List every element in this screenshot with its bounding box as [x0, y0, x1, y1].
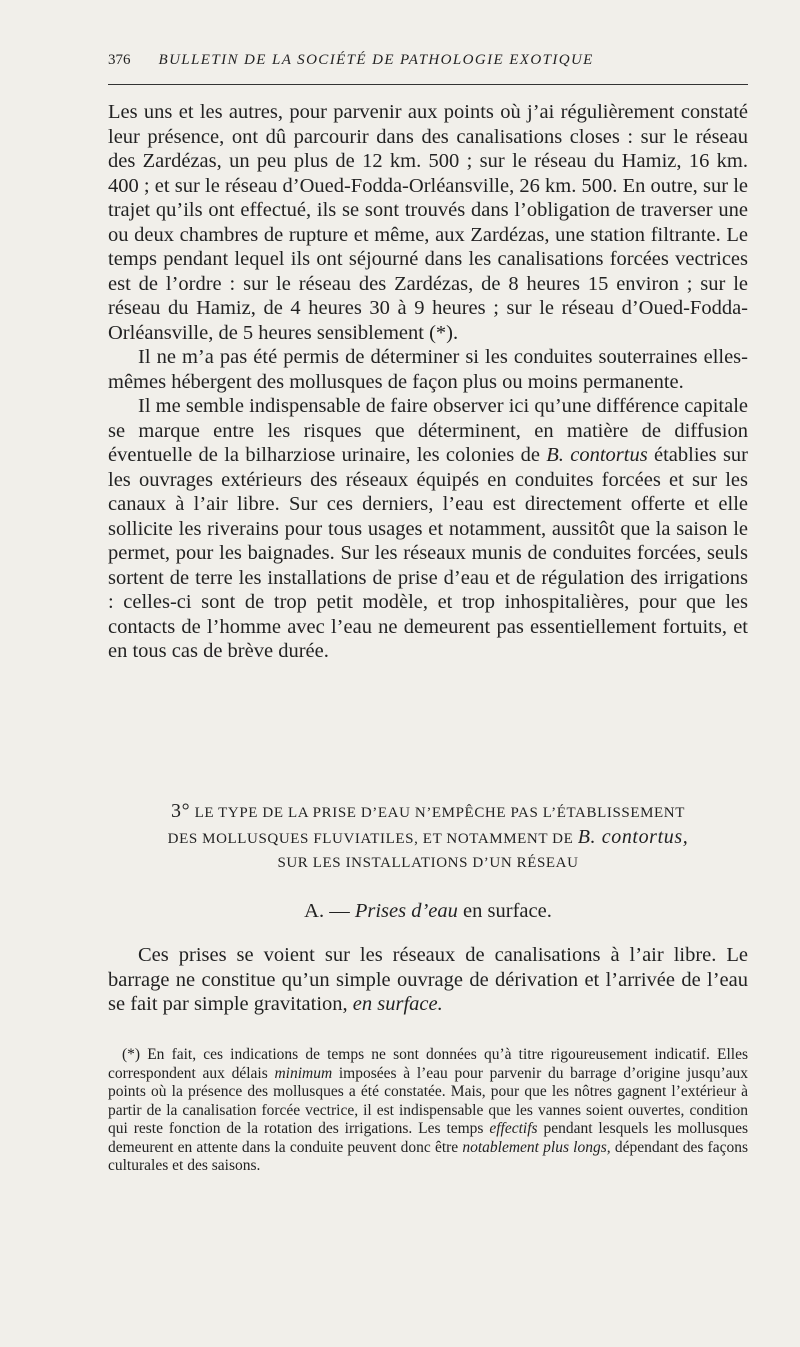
- footnote-part-3: pendant lesquels les mollusques demeurent en attente dans la conduite peuvent donc être: [108, 1120, 748, 1156]
- section-heading-text-2: DES MOLLUSQUES FLUVIATILES, ET NOTAMMENT DE: [167, 831, 578, 847]
- footnote-part-1: (*) En fait, ces indications de temps ne sont données qu’à titre rigoureusement indicatif. Elles correspondent aux délais: [108, 1046, 748, 1082]
- section-heading-species: B. contortus,: [577, 826, 689, 848]
- section-number: 3°: [171, 800, 191, 822]
- footnote-italic-1: minimum: [274, 1064, 333, 1082]
- section-heading-line-2: [108, 825, 748, 851]
- footnote: [108, 1046, 748, 1176]
- subsection-text: [108, 943, 748, 1017]
- paragraph-3-text-a: Il me semble indispensable de faire observer ici qu’une différence capitale se marque entre les risques que déterminent, en matière de diffusion éventuelle de la bilharziose urinaire, les colonies de: [108, 395, 748, 466]
- species-name: B. contortus: [546, 444, 648, 466]
- section-heading: [108, 799, 748, 875]
- paragraph-a: [108, 943, 748, 1017]
- paragraph-3: [108, 394, 748, 664]
- subsection-italic: Prises d’eau: [354, 900, 458, 922]
- footnote-part-2: imposées à l’eau pour parvenir du barrage d’origine jusqu’aux points où la présence des mollusques a été constatée. Mais, pour que les nôtres gagnent l’extérieur à partir de la canalisation forcée vectrice, il est indispensable que les vannes soient ouvertes, condition qui reste fonction de la rotation des irrigations. Les temps: [108, 1064, 748, 1137]
- page-number: 376: [108, 52, 131, 68]
- running-header: [108, 52, 748, 69]
- subsection-label: A. —: [304, 900, 355, 922]
- paragraph-a-text: Ces prises se voient sur les réseaux de canalisations à l’air libre. Le barrage ne constitue qu’un simple ouvrage de dérivation et l’arrivée de l’eau se fait par simple gravitation,: [108, 944, 748, 1015]
- footnote-part-4: dépendant des façons culturales et des saisons.: [108, 1138, 748, 1174]
- main-text: [108, 100, 748, 664]
- paragraph-2: Il ne m’a pas été permis de déterminer si les conduites souterraines elles-mêmes hébergent des mollusques de façon plus ou moins permanente.: [108, 346, 748, 393]
- section-heading-text-1: LE TYPE DE LA PRISE D’EAU N’EMPÊCHE PAS L’ÉTABLISSEMENT: [194, 805, 685, 821]
- paragraph-1: Les uns et les autres, pour parvenir aux points où j’ai régulièrement constaté leur présence, ont dû parcourir dans des canalisations closes : sur le réseau des Zardézas, un peu plus de 12 km. 500 ; sur le réseau du Hamiz, 16 km. 400 ; et sur le réseau d’Oued-Fodda-Orléansville, 26 km. 500. En outre, sur le trajet qu’ils ont effectué, ils se sont trouvés dans l’obligation de traverser une ou deux chambres de rupture et même, aux Zardézas, une station filtrante. Le temps pendant lequel ils ont séjourné dans les canalisations forcées vectrices est de l’ordre : sur le réseau des Zardézas, de 8 heures 15 environ ; sur le réseau du Hamiz, de 4 heures 30 à 9 heures ; sur le réseau d’Oued-Fodda-Orléansville, de 5 heures sensiblement (*).: [108, 101, 748, 344]
- running-title: BULLETIN DE LA SOCIÉTÉ DE PATHOLOGIE EXOTIQUE: [158, 52, 594, 68]
- subsection-rest: en surface.: [457, 900, 552, 922]
- section-heading-line-1: [108, 799, 748, 825]
- paragraph-a-italic: en surface.: [352, 993, 443, 1015]
- footnote-text: [108, 1046, 748, 1176]
- section-heading-line-3: SUR LES INSTALLATIONS D’UN RÉSEAU: [277, 855, 579, 871]
- subsection-heading: [108, 900, 748, 923]
- header-rule: [108, 84, 748, 85]
- footnote-italic-3: notablement plus longs,: [462, 1138, 611, 1156]
- paragraph-3-text-b: établies sur les ouvrages extérieurs des réseaux équipés en conduites forcées et sur les canaux à l’air libre. Sur ces derniers, l’eau est directement offerte et elle sollicite les riverains pour tous usages et notamment, aussitôt que la saison le permet, pour les baignades. Sur les réseaux munis de conduites forcées, seuls sortent de terre les installations de prise d’eau et de régulation des irrigations : celles-ci sont de trop petit modèle, et trop inhospitalières, pour que les contacts de l’homme avec l’eau ne demeurent pas essentiellement fortuits, et en tous cas de brève durée.: [108, 444, 748, 662]
- footnote-italic-2: effectifs: [489, 1120, 538, 1137]
